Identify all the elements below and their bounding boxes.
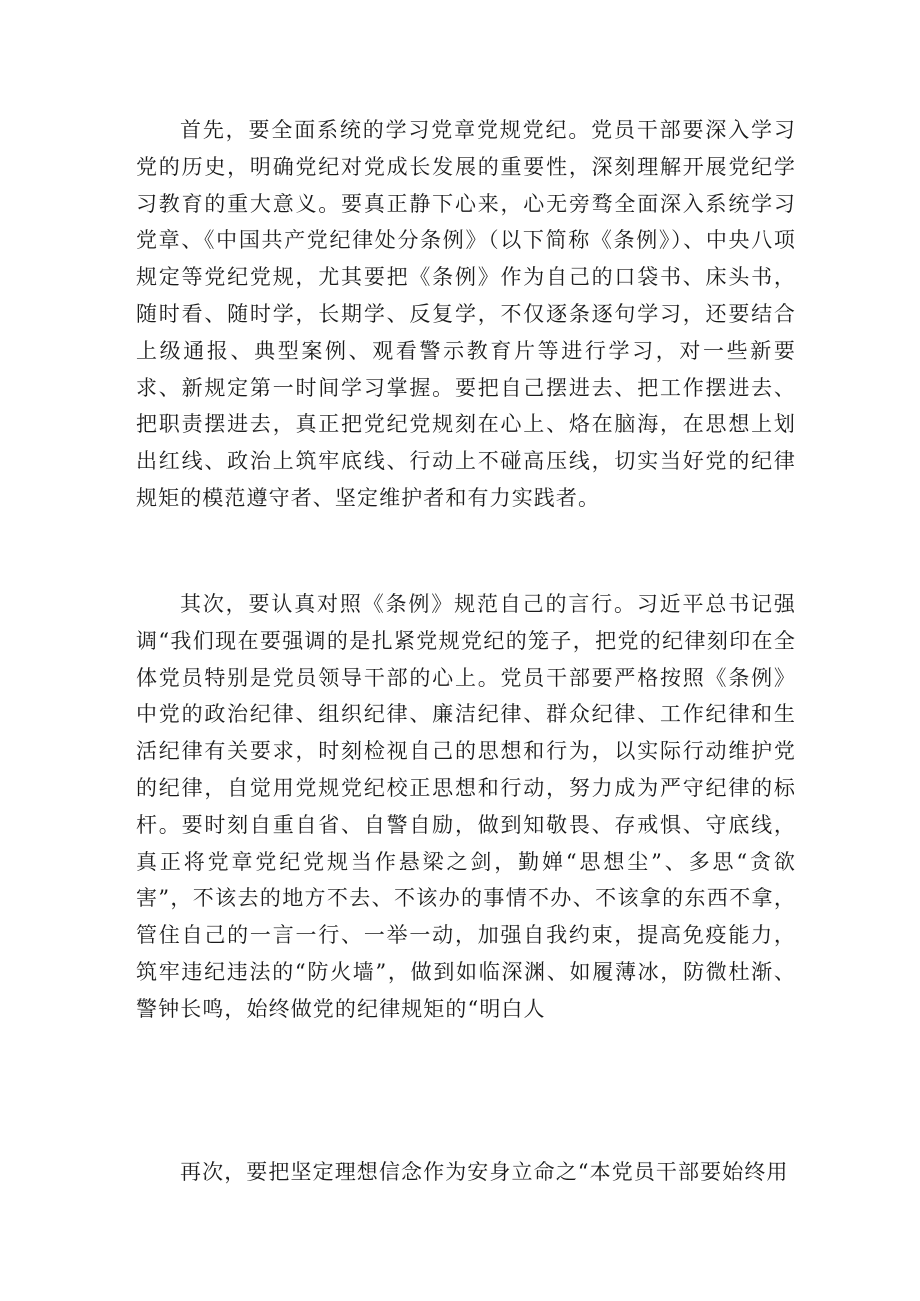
paragraph-follow-regulations: 其次，要认真对照《条例》规范自己的言行。习近平总书记强调“我们现在要强调的是扎紧党规党纪的笼子，把党的纪律刻印在全体党员特别是党员领导干部的心上。党员干部要严格按照《条例》中党的政治纪律、组织纪律、廉洁纪律、群众纪律、工作纪律和生活纪律有关要求，时刻检视自己的思想和行为，以实际行动维护党的纪律，自觉用党规党纪校正思想和行动，努力成为严守纪律的标杆。要时刻自重自省、自警自励，做到知敬畏、存戒惧、守底线，真正将党章党纪党规当作悬梁之剑，勤婵“思想尘”、多思“贪欲害”，不该去的地方不去、不该办的事情不办、不该拿的东西不拿，管住自己的一言一行、一举一动，加强自我约束，提高免疫能力，筑牢违纪违法的“防火墙”，做到如临深渊、如履薄冰，防微杜渐、警钟长鸣，始终做党的纪律规矩的“明白人	[136, 592, 796, 1021]
paragraph-firm-ideals: 再次，要把坚定理想信念作为安身立命之“本党员干部要始终用	[180, 1160, 789, 1184]
paragraph-study-party-rules: 首先，要全面系统的学习党章党规党纪。党员干部要深入学习党的历史，明确党纪对党成长发展的重要性，深刻理解开展党纪学习教育的重大意义。要真正静下心来，心无旁骛全面深入系统学习党章、《中国共产党纪律处分条例》（以下简称《条例》）、中央八项规定等党纪党规，尤其要把《条例》作为自己的口袋书、床头书，随时看、随时学，长期学、反复学，不仅逐条逐句学习，还要结合上级通报、典型案例、观看警示教育片等进行学习，对一些新要求、新规定第一时间学习掌握。要把自己摆进去、把工作摆进去、把职责摆进去，真正把党纪党规刻在心上、烙在脑海，在思想上划出红线、政治上筑牢底线、行动上不碰高压线，切实当好党的纪律规矩的模范遵守者、坚定维护者和有力实践者。	[136, 118, 796, 510]
